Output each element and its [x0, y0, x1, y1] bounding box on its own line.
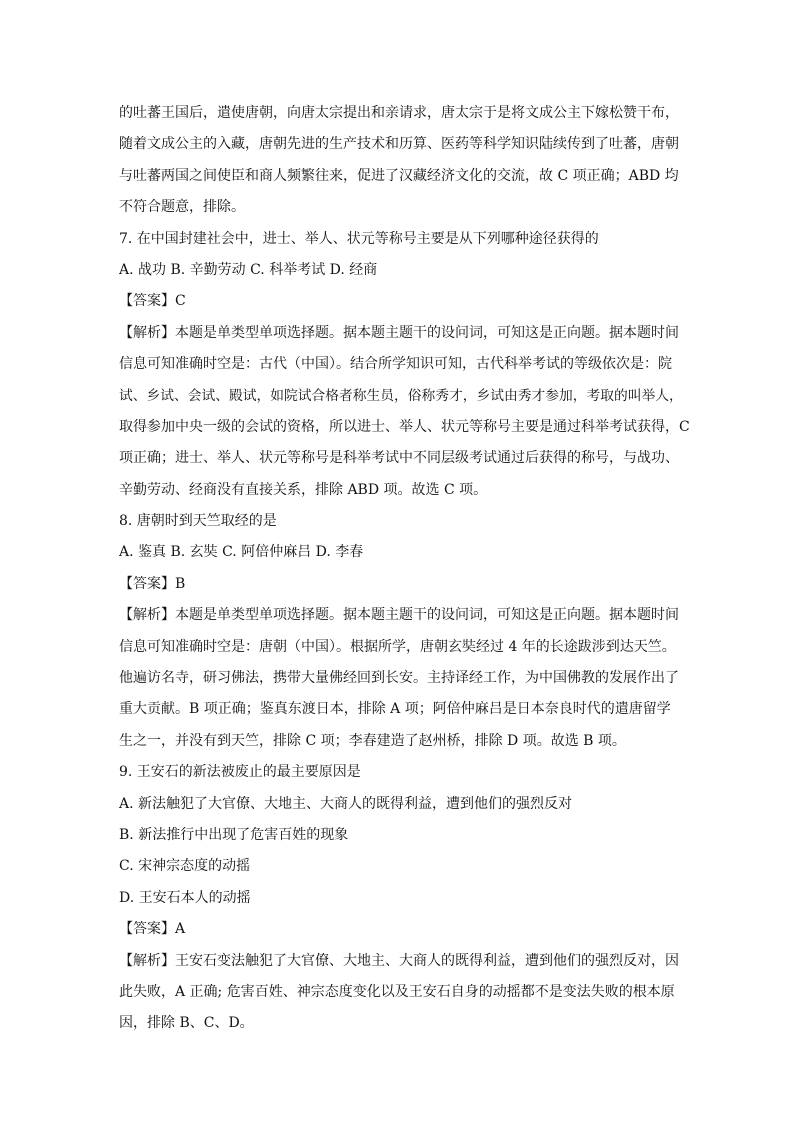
text-line: 【解析】本题是单类型单项选择题。据本题主题干的设问词，可知这是正向题。据本题时间	[119, 607, 679, 624]
text-line: 【答案】B	[119, 575, 186, 592]
text-line: D. 王安石本人的动摇	[119, 889, 251, 906]
text-line: A. 鉴真 B. 玄奘 C. 阿倍仲麻吕 D. 李春	[119, 544, 364, 561]
text-line: 9. 王安石的新法被废止的最主要原因是	[119, 764, 361, 781]
text-line: 项正确；进士、举人、状元等称号是科举考试中不同层级考试通过后获得的称号，与战功、	[119, 450, 679, 467]
text-line: 此失败，A 正确; 危害百姓、神宗态度变化以及王安石自身的动摇都不是变法失败的根本原	[119, 983, 675, 1000]
text-line: 【答案】A	[119, 921, 186, 938]
text-line: 重大贡献。B 项正确；鉴真东渡日本，排除 A 项；阿倍仲麻吕是日本奈良时代的遣唐留学	[119, 701, 671, 718]
text-line: 与吐蕃两国之间使臣和商人频繁往来，促进了汉藏经济文化的交流，故 C 项正确；ABD 均	[119, 167, 679, 184]
text-line: 的吐蕃王国后，遣使唐朝，向唐太宗提出和亲请求，唐太宗于是将文成公主下嫁松赞干布，	[119, 105, 679, 121]
text-line: A. 战功 B. 辛勤劳动 C. 科举考试 D. 经商	[119, 261, 378, 278]
text-line: 因，排除 B、C、D。	[119, 1015, 254, 1032]
text-line: 不符合题意，排除。	[119, 199, 245, 216]
text-line: 试、乡试、会试、殿试，如院试合格者称生员，俗称秀才，乡试由秀才参加，考取的叫举人，	[119, 387, 683, 404]
text-line: 取得参加中央一级的会试的资格，所以进士、举人、状元等称号主要是通过科举考试获得，C	[119, 418, 690, 435]
text-line: 8. 唐朝时到天竺取经的是	[119, 513, 277, 530]
text-line: 【解析】本题是单类型单项选择题。据本题主题干的设问词，可知这是正向题。据本题时间	[119, 324, 679, 341]
text-line: 他遍访名寺，研习佛法，携带大量佛经回到长安。主持译经工作，为中国佛教的发展作出了	[119, 670, 679, 687]
text-line: B. 新法推行中出现了危害百姓的现象	[119, 826, 349, 843]
text-line: 【解析】王安石变法触犯了大官僚、大地主、大商人的既得利益，遭到他们的强烈反对，因	[119, 952, 679, 969]
text-line: A. 新法触犯了大官僚、大地主、大商人的既得利益，遭到他们的强烈反对	[119, 795, 573, 812]
text-line: 信息可知准确时空是：古代（中国）。结合所学知识可知，古代科举考试的等级依次是：院	[119, 356, 672, 373]
text-line: 辛勤劳动、经商没有直接关系，排除 ABD 项。故选 C 项。	[119, 481, 488, 498]
text-line: 【答案】C	[119, 293, 186, 310]
text-line: 随着文成公主的入藏，唐朝先进的生产技术和历算、医药等科学知识陆续传到了吐蕃，唐朝	[119, 136, 679, 153]
text-line: 生之一，并没有到天竺，排除 C 项；李春建造了赵州桥，排除 D 项。故选 B 项。	[119, 732, 626, 749]
text-line: 信息可知准确时空是：唐朝（中国）。根据所学，唐朝玄奘经过 4 年的长途跋涉到达天竺。	[119, 638, 676, 655]
text-line: 7. 在中国封建社会中，进士、举人、状元等称号主要是从下列哪种途径获得的	[119, 230, 599, 247]
document-body	[119, 102, 691, 1044]
text-line: C. 宋神宗态度的动摇	[119, 858, 251, 875]
